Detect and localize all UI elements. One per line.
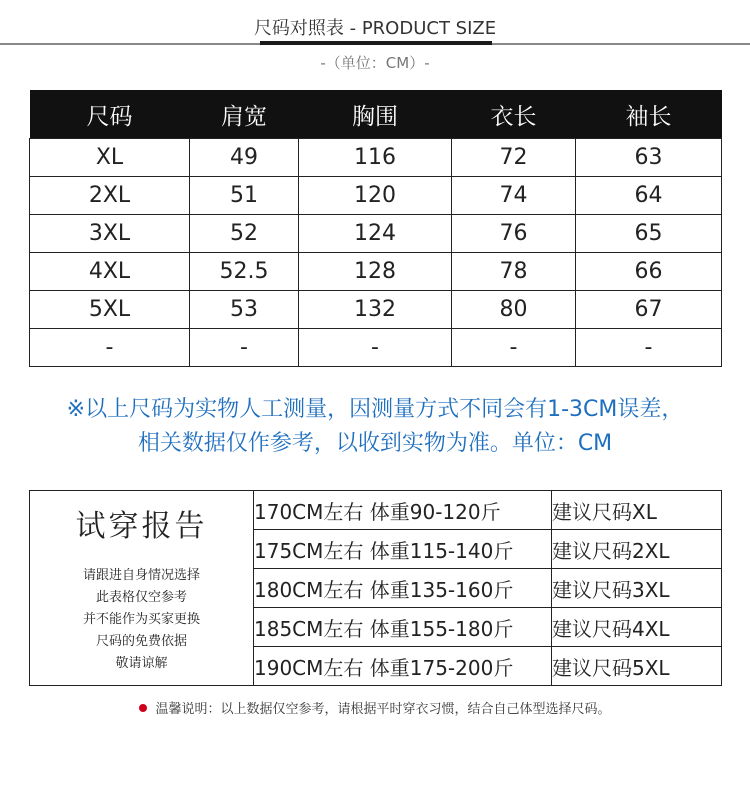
guide-line: 并不能作为买家更换 — [82, 612, 200, 627]
table-row — [30, 139, 722, 177]
table-cell: 124 — [299, 215, 452, 253]
table-row — [30, 215, 722, 253]
fit-recommendation: 建议尺码5XL — [552, 647, 722, 686]
table-cell: - — [452, 329, 576, 367]
table-cell: 64 — [576, 177, 722, 215]
table-row — [30, 177, 722, 215]
guide-line: 此表格仅空参考 — [95, 590, 187, 605]
table-cell: - — [576, 329, 722, 367]
fit-recommendation: 建议尺码2XL — [552, 530, 722, 569]
fit-report-guide — [30, 565, 253, 675]
table-cell: - — [30, 329, 190, 367]
fit-recommendation: 建议尺码XL — [552, 491, 722, 530]
fit-report-title: 试穿报告 — [75, 509, 208, 544]
table-row — [30, 329, 722, 367]
table-cell: XL — [30, 139, 190, 177]
table-cell: 52 — [190, 215, 299, 253]
table-cell: 74 — [452, 177, 576, 215]
fit-report-table — [29, 490, 722, 686]
page-title: 尺码对照表 - PRODUCT SIZE — [253, 18, 497, 39]
guide-line: 敬请谅解 — [115, 656, 168, 671]
table-cell: 3XL — [30, 215, 190, 253]
fit-spec: 185CM左右 体重155-180斤 — [254, 608, 552, 647]
header-shoulder: 肩宽 — [190, 90, 299, 139]
table-cell: 80 — [452, 291, 576, 329]
bullet-dot-icon — [139, 704, 147, 712]
table-cell: 52.5 — [190, 253, 299, 291]
header-sleeve: 袖长 — [576, 90, 722, 139]
table-cell: 51 — [190, 177, 299, 215]
table-cell: 66 — [576, 253, 722, 291]
table-cell: 4XL — [30, 253, 190, 291]
unit-label: -（单位：CM）- — [320, 54, 430, 72]
table-cell: - — [299, 329, 452, 367]
fit-recommendation: 建议尺码4XL — [552, 608, 722, 647]
title-underline — [260, 41, 492, 45]
fit-spec: 170CM左右 体重90-120斤 — [254, 491, 552, 530]
table-cell: 67 — [576, 291, 722, 329]
table-cell: 53 — [190, 291, 299, 329]
table-cell: 128 — [299, 253, 452, 291]
fit-spec: 180CM左右 体重135-160斤 — [254, 569, 552, 608]
table-cell: 63 — [576, 139, 722, 177]
fit-spec: 175CM左右 体重115-140斤 — [254, 530, 552, 569]
footer-note — [0, 698, 750, 717]
table-cell: 132 — [299, 291, 452, 329]
size-table — [29, 90, 722, 367]
table-cell: 78 — [452, 253, 576, 291]
table-cell: 2XL — [30, 177, 190, 215]
table-cell: 5XL — [30, 291, 190, 329]
header-chest: 胸围 — [299, 90, 452, 139]
size-table-header-row — [30, 90, 722, 139]
table-cell: 49 — [190, 139, 299, 177]
table-cell: 116 — [299, 139, 452, 177]
fit-report-panel — [30, 491, 254, 686]
table-cell: 65 — [576, 215, 722, 253]
guide-line: 尺码的免费依据 — [95, 634, 187, 649]
table-cell: 72 — [452, 139, 576, 177]
table-row — [30, 491, 722, 530]
header-length: 衣长 — [452, 90, 576, 139]
table-cell: - — [190, 329, 299, 367]
table-row — [30, 253, 722, 291]
footer-text: 温馨说明：以上数据仅空参考，请根据平时穿衣习惯，结合自己体型选择尺码。 — [155, 702, 611, 717]
fit-spec: 190CM左右 体重175-200斤 — [254, 647, 552, 686]
header-size: 尺码 — [30, 90, 190, 139]
fit-recommendation: 建议尺码3XL — [552, 569, 722, 608]
measurement-note-line1: ※以上尺码为实物人工测量，因测量方式不同会有1-3CM误差， — [66, 397, 684, 422]
table-cell: 120 — [299, 177, 452, 215]
table-row — [30, 291, 722, 329]
guide-line: 请跟进自身情况选择 — [82, 568, 200, 583]
measurement-note-line2: 相关数据仅作参考，以收到实物为准。单位：CM — [137, 431, 613, 456]
table-cell: 76 — [452, 215, 576, 253]
